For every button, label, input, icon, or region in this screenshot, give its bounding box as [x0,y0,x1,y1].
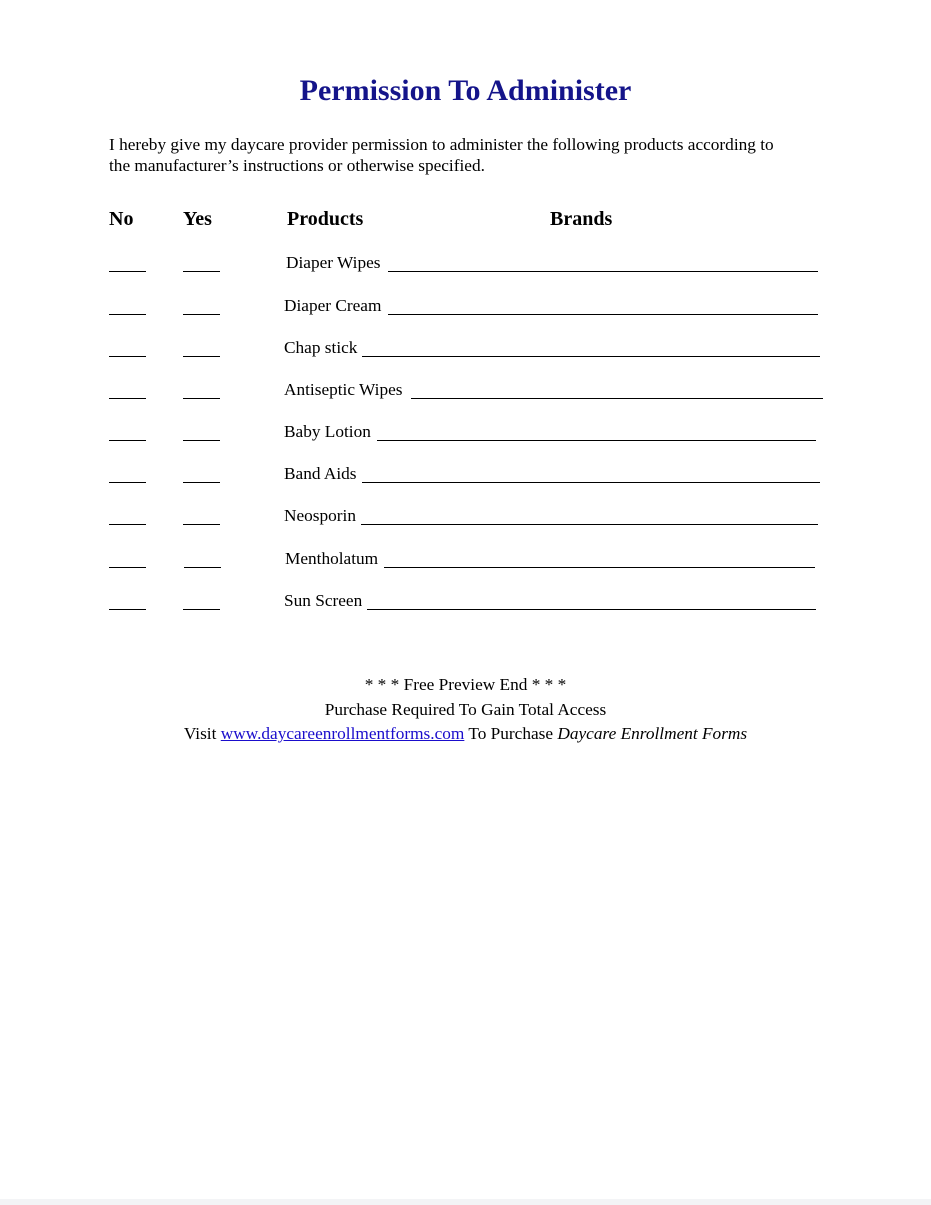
product-label-wrap [284,379,403,400]
product-label: Neosporin [284,506,356,525]
website-link[interactable]: www.daycareenrollmentforms.com [220,724,465,743]
brand-blank[interactable] [377,440,816,441]
brand-blank[interactable] [411,398,823,399]
intro-line-2: the manufacturer’s instructions or otherwise specified. [109,156,485,175]
product-label: Baby Lotion [284,422,371,441]
product-label-wrap [284,463,357,484]
product-label: Antiseptic Wipes [284,380,403,399]
brand-blank[interactable] [384,567,815,568]
product-label: Diaper Cream [284,296,382,315]
no-blank[interactable] [109,482,146,483]
product-row-baby-lotion [0,421,931,445]
product-label-wrap [284,421,371,442]
product-row-antiseptic-wipes [0,379,931,403]
brand-blank[interactable] [362,482,820,483]
product-row-sun-screen [0,590,931,614]
column-header-no: No [109,208,134,230]
product-row-diaper-cream [0,295,931,319]
no-blank[interactable] [109,314,146,315]
product-label: Mentholatum [285,549,379,568]
product-label-wrap [284,505,356,526]
visit-middle: To Purchase [464,724,558,743]
brand-blank[interactable] [388,314,818,315]
column-header-yes: Yes [183,208,212,230]
product-label-wrap [286,252,380,273]
intro-line-1: I hereby give my daycare provider permission to administer the following products according to [109,135,774,154]
yes-blank[interactable] [183,271,220,272]
product-label: Sun Screen [284,591,363,610]
brand-blank[interactable] [388,271,818,272]
no-blank[interactable] [109,567,146,568]
product-row-diaper-wipes [0,252,931,276]
yes-blank[interactable] [184,567,221,568]
intro-paragraph [109,134,829,176]
no-blank[interactable] [109,440,146,441]
yes-blank[interactable] [183,524,220,525]
product-label-wrap [285,548,378,569]
no-blank[interactable] [109,524,146,525]
column-header-products: Products [287,208,364,230]
visit-prefix: Visit [183,724,221,743]
page-bottom-edge [0,1199,931,1205]
no-blank[interactable] [109,271,146,272]
yes-blank[interactable] [183,609,220,610]
purchase-required-text: Purchase Required To Gain Total Access [324,699,607,719]
preview-footer [0,673,931,747]
product-label: Chap stick [284,338,358,357]
yes-blank[interactable] [183,398,220,399]
product-row-chap-stick [0,337,931,361]
product-row-neosporin [0,505,931,529]
product-label-wrap [284,337,357,358]
yes-blank[interactable] [183,356,220,357]
visit-line [0,722,931,747]
no-blank[interactable] [109,609,146,610]
preview-end-text: * * * Free Preview End * * * [364,675,567,694]
brand-blank[interactable] [361,524,818,525]
product-label: Diaper Wipes [286,253,381,272]
yes-blank[interactable] [183,482,220,483]
product-label-wrap [284,590,362,611]
product-name-italic: Daycare Enrollment Forms [557,724,748,743]
yes-blank[interactable] [183,314,220,315]
no-blank[interactable] [109,398,146,399]
product-label-wrap [284,295,381,316]
column-header-brands: Brands [550,208,613,230]
page-title: Permission To Administer [299,74,632,107]
no-blank[interactable] [109,356,146,357]
brand-blank[interactable] [367,609,816,610]
product-row-mentholatum [0,548,931,572]
yes-blank[interactable] [183,440,220,441]
product-row-band-aids [0,463,931,487]
brand-blank[interactable] [362,356,820,357]
product-label: Band Aids [284,464,357,483]
